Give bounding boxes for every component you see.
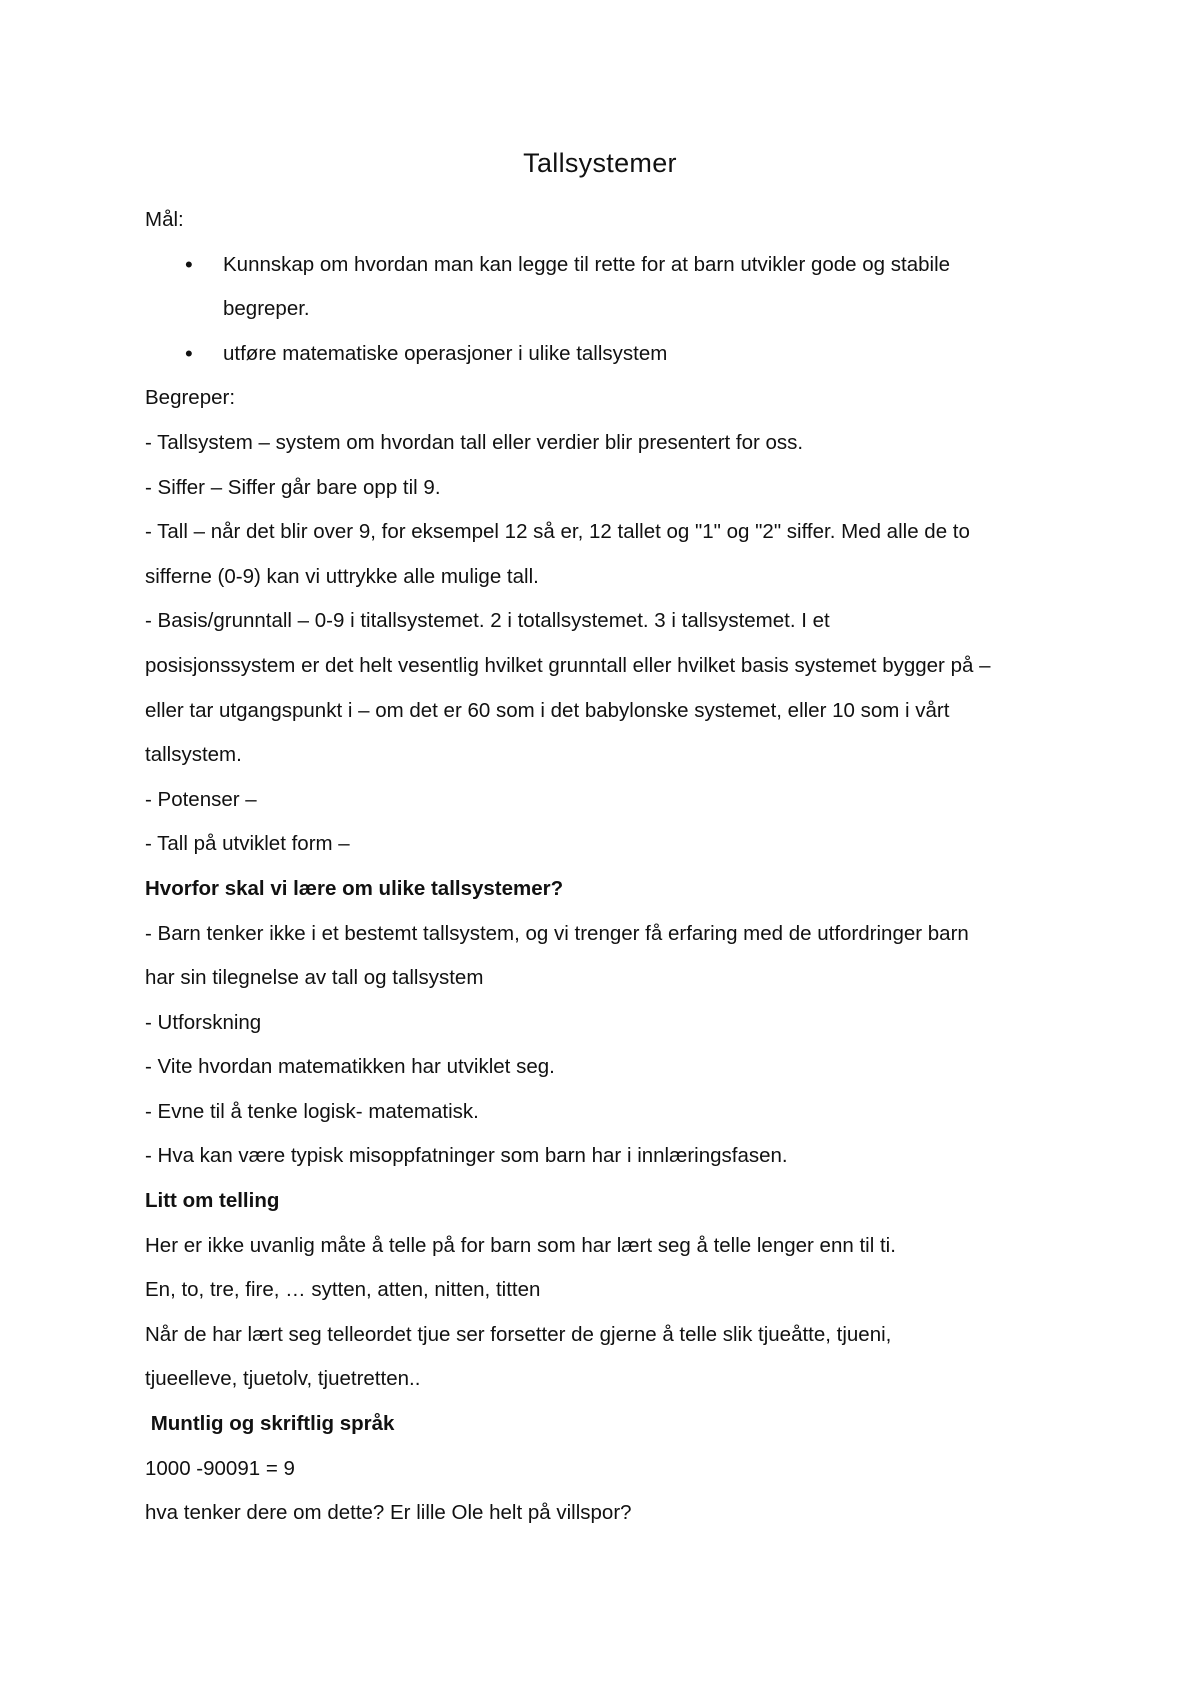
language-heading: Muntlig og skriftlig språk — [145, 1412, 395, 1436]
why-line: har sin tilegnelse av tall og tallsystem — [145, 966, 484, 990]
document-body — [145, 198, 1065, 1536]
goal-text: Kunnskap om hvordan man kan legge til rette for at barn utvikler gode og stabile — [223, 252, 951, 276]
why-heading: Hvorfor skal vi lære om ulike tallsystemer? — [145, 876, 564, 900]
goal-text: utføre matematiske operasjoner i ulike tallsystem — [223, 341, 668, 365]
concept-line: tallsystem. — [145, 743, 242, 767]
why-line: - Hva kan være typisk misoppfatninger som barn har i innlæringsfasen. — [145, 1144, 788, 1168]
concept-line: - Tall på utviklet form – — [145, 832, 350, 856]
why-line: - Utforskning — [145, 1010, 262, 1034]
bullet-icon: • — [185, 340, 193, 366]
why-line: - Evne til å tenke logisk- matematisk. — [145, 1099, 479, 1123]
why-line: - Barn tenker ikke i et bestemt tallsystem, og vi trenger få erfaring med de utfordringer barn — [145, 921, 969, 945]
concept-line: - Tall – når det blir over 9, for eksempel 12 så er, 12 tallet og "1" og "2" siffer. Med alle de to — [145, 520, 970, 544]
concept-line: sifferne (0-9) kan vi uttrykke alle mulige tall. — [145, 564, 539, 588]
concept-line: - Basis/grunntall – 0-9 i titallsystemet. 2 i totallsystemet. 3 i tallsystemet. I et — [145, 609, 830, 633]
counting-line: Her er ikke uvanlig måte å telle på for barn som har lært seg å telle lenger enn til ti. — [145, 1233, 896, 1257]
counting-heading: Litt om telling — [145, 1189, 280, 1213]
goal-bullet — [145, 243, 1065, 288]
goal-text-continued: begreper. — [223, 297, 310, 321]
concepts-heading: Begreper: — [145, 386, 236, 410]
counting-line: Når de har lært seg telleordet tjue ser forsetter de gjerne å telle slik tjueåtte, tjueni, — [145, 1322, 892, 1346]
concept-line: - Siffer – Siffer går bare opp til 9. — [145, 475, 441, 499]
why-line: - Vite hvordan matematikken har utviklet seg. — [145, 1055, 555, 1079]
concept-line: eller tar utgangspunkt i – om det er 60 som i det babylonske systemet, eller 10 som i vårt — [145, 698, 950, 722]
concept-line: - Potenser – — [145, 787, 257, 811]
goal-bullet — [145, 332, 1065, 377]
counting-line: tjueelleve, tjuetolv, tjuetretten.. — [145, 1367, 421, 1391]
bullet-icon: • — [185, 251, 193, 277]
document-title: Tallsystemer — [523, 148, 677, 178]
goals-heading: Mål: — [145, 208, 184, 231]
language-line: 1000 -90091 = 9 — [145, 1456, 295, 1480]
language-line: hva tenker dere om dette? Er lille Ole helt på villspor? — [145, 1501, 632, 1525]
concept-line: posisjonssystem er det helt vesentlig hvilket grunntall eller hvilket basis systemet bygger på – — [145, 653, 991, 677]
counting-line: En, to, tre, fire, … sytten, atten, nitten, titten — [145, 1278, 541, 1302]
concept-line: - Tallsystem – system om hvordan tall eller verdier blir presentert for oss. — [145, 430, 804, 454]
